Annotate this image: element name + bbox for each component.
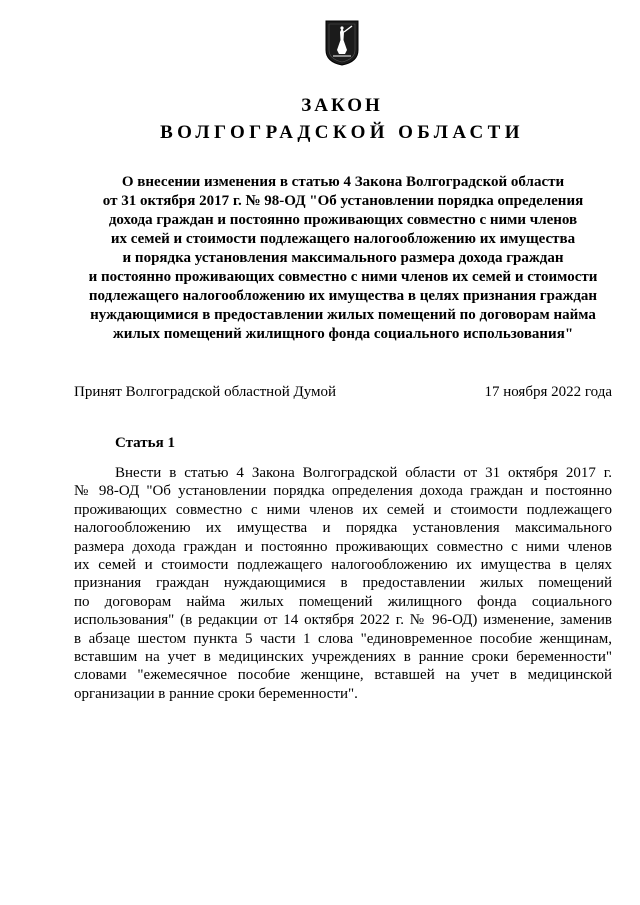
body-line: организации в ранние сроки беременности". — [74, 685, 358, 702]
body-line: № 98-ОД "Об установлении порядка определения дохода граждан и постоянно — [74, 483, 612, 500]
body-line: вставшим на учет в медицинских учреждениях в ранние сроки беременности" — [74, 649, 612, 666]
subject-line: и порядка установления максимального размера дохода граждан — [122, 250, 564, 266]
law-heading: ЗАКОН — [301, 95, 383, 116]
subject-line: нуждающимися в предоставлении жилых помещений по договорам найма — [90, 307, 596, 323]
body-line: признания граждан нуждающимися в предоставлении жилых помещений — [74, 575, 612, 592]
subject-line: их семей и стоимости подлежащего налогообложению их имущества — [110, 231, 576, 247]
body-line: словами "ежемесячное пособие женщине, вставшей на учет в медицинской — [74, 667, 612, 684]
body-line: проживающих совместно с ними членов их семей и стоимости подлежащего — [74, 501, 612, 518]
body-line: в абзаце шестом пункта 5 части 1 слова "единовременное пособие женщинам, — [74, 630, 612, 647]
subject-line: подлежащего налогообложению их имущества в целях признания граждан — [88, 288, 598, 304]
body-line: размера дохода граждан и постоянно проживающих совместно с ними членов — [74, 538, 612, 555]
subject-line: жилых помещений жилищного фонда социального использования" — [112, 326, 574, 342]
law-subject-title — [74, 173, 612, 344]
coat-of-arms-icon — [325, 20, 359, 66]
subject-line: от 31 октября 2017 г. № 98-ОД "Об установлении порядка определения — [102, 193, 584, 209]
body-line: использования" (в редакции от 14 октября 2022 г. № 96-ОД) изменение, заменив — [74, 612, 612, 629]
body-line: по договорам найма жилых помещений жилищного фонда социального — [74, 593, 612, 610]
body-line: их семей и стоимости подлежащего налогообложению их имущества в целях — [74, 557, 612, 574]
subject-line: О внесении изменения в статью 4 Закона Волгоградской области — [121, 174, 565, 190]
adoption-date: 17 ноября 2022 года — [484, 384, 612, 400]
subject-line: и постоянно проживающих совместно с ними членов их семей и стоимости — [88, 269, 598, 285]
adopted-by: Принят Волгоградской областной Думой — [74, 384, 337, 400]
body-line: Внести в статью 4 Закона Волгоградской области от 31 октября 2017 г. — [115, 465, 612, 481]
subject-line: дохода граждан и постоянно проживающих совместно с ними членов — [108, 212, 578, 228]
region-heading: ВОЛГОГРАДСКОЙ ОБЛАСТИ — [160, 122, 524, 143]
article-title: Статья 1 — [115, 435, 175, 451]
article-body — [74, 464, 612, 703]
body-line: налогообложению их имущества и порядка установления максимального — [74, 520, 612, 537]
